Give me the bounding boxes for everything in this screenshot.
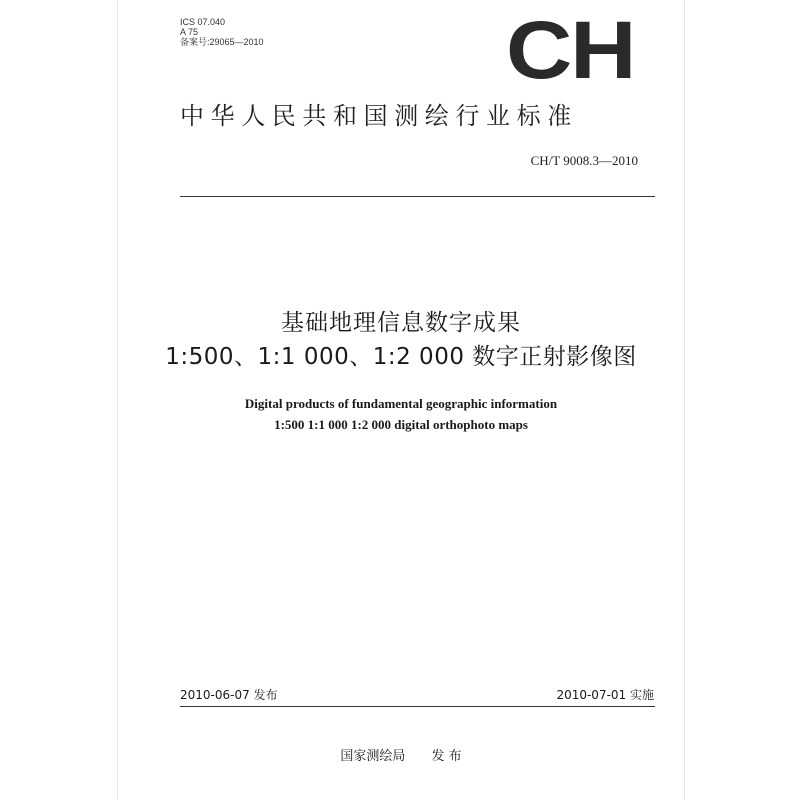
ch-logo: CH — [506, 5, 635, 96]
classification-block — [180, 17, 264, 47]
standard-title: 中华人民共和国测绘行业标准 — [180, 102, 578, 130]
filing-number: 备案号:29065—2010 — [180, 37, 264, 47]
document-title-en-line2: 1:500 1:1 000 1:2 000 digital orthophoto maps — [274, 417, 528, 432]
publisher-name: 国家测绘局 — [340, 749, 406, 764]
document-title-en-line1: Digital products of fundamental geographic information — [244, 396, 558, 411]
standard-code: CH/T 9008.3—2010 — [530, 153, 638, 168]
publisher-line — [118, 748, 684, 766]
ics-code: ICS 07.040 — [180, 17, 226, 27]
document-title-cn-line1: 基础地理信息数字成果 — [281, 310, 521, 336]
implementation-date: 2010-07-01 实施 — [556, 688, 654, 702]
bottom-divider — [180, 706, 655, 707]
publisher-action: 发 布 — [431, 749, 462, 764]
document-title-cn-line2: 1:500、1:1 000、1:2 000 数字正射影像图 — [165, 344, 637, 370]
release-date: 2010-06-07 发布 — [180, 688, 278, 702]
top-divider — [180, 196, 655, 197]
category-code: A 75 — [180, 27, 199, 37]
